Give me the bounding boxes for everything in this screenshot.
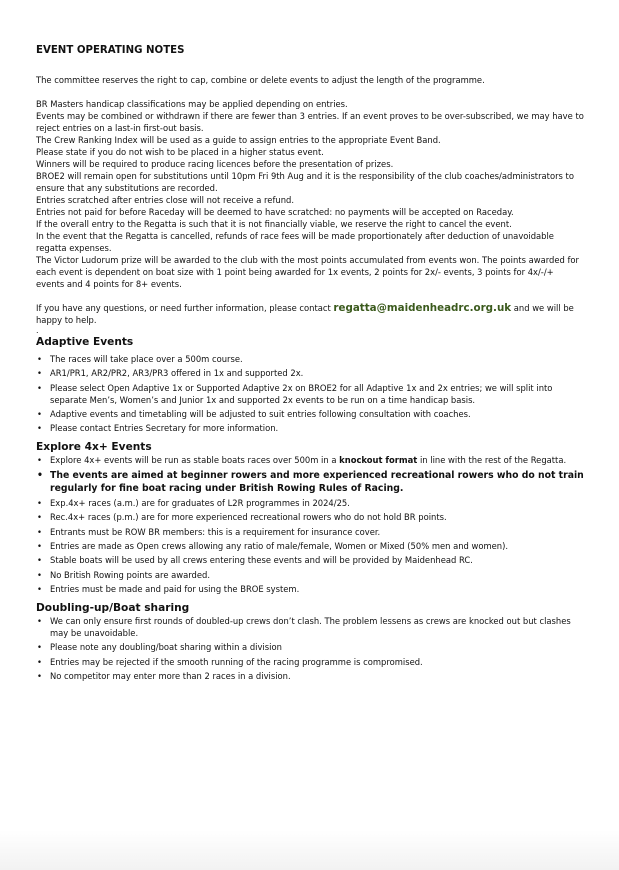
list-item: • Stable boats will be used by all crews entering these events and will be provided by Maidenhead RC. (36, 554, 584, 566)
list-item: • Exp.4x+ races (a.m.) are for graduates of L2R programmes in 2024/25. (36, 497, 584, 509)
list-item (36, 454, 584, 466)
note-line: Winners will be required to produce racing licences before the presentation of prizes. (36, 159, 394, 169)
note-line: If the overall entry to the Regatta is such that it is not financially viable, we reserve the right to cancel the event. (36, 219, 512, 229)
note-line: BROE2 will remain open for substitutions until 10pm Fri 9th Aug and it is the responsibility of the club coaches/administrators to ensure that any substitutions are recorded. (36, 171, 574, 193)
note-line: Entries scratched after entries close will not receive a refund. (36, 195, 294, 205)
list-item: • No British Rowing points are awarded. (36, 569, 584, 581)
doubling-heading: Doubling-up/Boat sharing (36, 602, 190, 615)
list-item: • Entrants must be ROW BR members: this is a requirement for insurance cover. (36, 526, 584, 538)
note-line: The Victor Ludorum prize will be awarded to the club with the most points accumulated from events won. The points awarded for each event is dependent on boat size with 1 point being awarded for 1x events, 2 points for 2x/- events, 3 points for 4x/-/+ events and 4 points for 8+ events. (36, 255, 579, 289)
list-item: • AR1/PR1, AR2/PR2, AR3/PR3 offered in 1x and supported 2x. (36, 367, 584, 379)
page-title: EVENT OPERATING NOTES (36, 45, 185, 56)
explore-first-text-end: in line with the rest of the Regatta. (417, 455, 567, 466)
adaptive-list (36, 353, 584, 434)
note-line: In the event that the Regatta is cancelled, refunds of race fees will be made proportionately after deduction of unavoidable regatta expenses. (36, 231, 554, 253)
note-line: Entries not paid for before Raceday will be deemed to have scratched: no payments will be accepted on Raceday. (36, 207, 514, 217)
list-item: • The races will take place over a 500m course. (36, 353, 584, 365)
contact-text-after: and we will be happy to help. (36, 303, 574, 325)
adaptive-heading: Adaptive Events (36, 336, 134, 348)
explore-list (36, 454, 584, 594)
doubling-list (36, 615, 584, 682)
list-item: • Adaptive events and timetabling will be adjusted to suit entries following consultation with coaches. (36, 408, 584, 420)
contact-text-before: If you have any questions, or need further information, please contact (36, 303, 334, 313)
stray-dot: . (36, 326, 39, 335)
knockout-format-text: knockout format (339, 455, 418, 466)
intro-paragraph: The committee reserves the right to cap, combine or delete events to adjust the length of the programme. (36, 75, 485, 85)
explore-first-text: Explore 4x+ events will be run as stable boats races over 500m in a (50, 455, 340, 466)
note-line: Events may be combined or withdrawn if there are fewer than 3 entries. If an event proves to be over-subscribed, we may have to reject entries on a last-in first-out basis. (36, 111, 584, 133)
document-content (36, 44, 584, 684)
list-item: • Please select Open Adaptive 1x or Supported Adaptive 2x on BROE2 for all Adaptive 1x and 2x entries; we will split into separate Men’s, Women’s and Junior 1x and supported 2x events to be run on a time handicap basis. (36, 382, 584, 406)
list-item: • Entries are made as Open crews allowing any ratio of male/female, Women or Mixed (50% men and women). (36, 540, 584, 552)
note-line: The Crew Ranking Index will be used as a guide to assign entries to the appropriate Event Band. (36, 135, 441, 145)
list-item: • Entries must be made and paid for using the BROE system. (36, 583, 584, 595)
note-line: Please state if you do not wish to be placed in a higher status event. (36, 147, 324, 157)
explore-heading: Explore 4x+ Events (36, 441, 152, 454)
list-item: • Please note any doubling/boat sharing within a division (36, 641, 584, 653)
list-item: • Entries may be rejected if the smooth running of the racing programme is compromised. (36, 656, 584, 668)
list-item: • Rec.4x+ races (p.m.) are for more experienced recreational rowers who do not hold BR points. (36, 511, 584, 523)
contact-paragraph (36, 302, 584, 326)
list-item: • We can only ensure first rounds of doubled-up crews don’t clash. The problem lessens as crews are knocked out but clashes may be unavoidable. (36, 615, 584, 639)
contact-email-link[interactable]: regatta@maidenheadrc.org.uk (333, 302, 512, 314)
list-item: • No competitor may enter more than 2 races in a division. (36, 670, 584, 682)
notes-block (36, 98, 584, 290)
note-line: BR Masters handicap classifications may be applied depending on entries. (36, 99, 348, 109)
page-bottom-shade (0, 830, 619, 870)
list-item-emphasis: • The events are aimed at beginner rowers and more experienced recreational rowers who do not train regularly for fine boat racing under British Rowing Rules of Racing. (36, 469, 584, 495)
list-item: • Please contact Entries Secretary for more information. (36, 422, 584, 434)
